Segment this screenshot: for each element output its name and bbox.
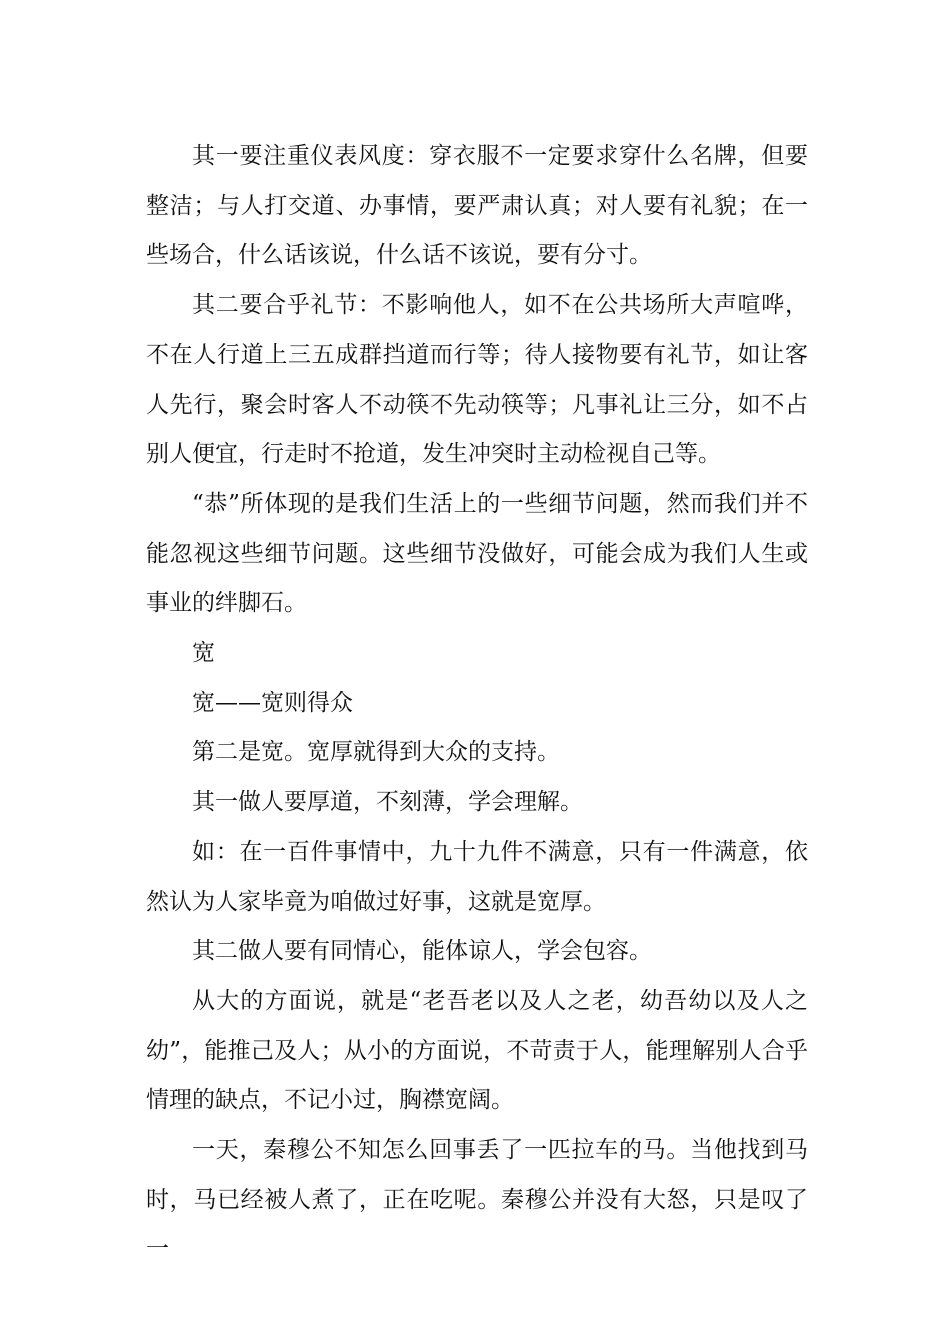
- section-subheading: 宽——宽则得众: [192, 689, 353, 716]
- paragraph-example: 如：在一百件事情中，九十九件不满意，只有一件满意，依然认为人家毕竟为咱做过好事，这就是宽厚。: [146, 838, 808, 915]
- paragraph-story: 一天，秦穆公不知怎么回事丢了一匹拉车的马。当他找到马时，马已经被人煮了，正在吃呢。秦穆公并没有大怒，只是叹了一: [146, 1137, 808, 1263]
- paragraph-big-small: 从大的方面说，就是“老吾老以及人之老，幼吾幼以及人之幼”，能推己及人；从小的方面说，不苛责于人，能理解别人合乎情理的缺点，不记小过，胸襟宽阔。: [146, 987, 808, 1114]
- section-heading-kuan: 宽: [192, 640, 215, 667]
- paragraph-gong-summary: “恭”所体现的是我们生活上的一些细节问题，然而我们并不能忽视这些细节问题。这些细节没做好，可能会成为我们人生或事业的绊脚石。: [146, 490, 808, 617]
- paragraph-etiquette: 其二要合乎礼节：不影响他人，如不在公共场所大声喧哗，不在人行道上三五成群挡道而行等；待人接物要有礼节，如让客人先行，聚会时客人不动筷不先动筷等；凡事礼让三分，如不占别人便宜，行走时不抢道，发生冲突时主动检视自己等。: [146, 292, 808, 468]
- paragraph-second-kuan: 第二是宽。宽厚就得到大众的支持。: [192, 739, 560, 766]
- paragraph-be-generous: 其一做人要厚道，不刻薄，学会理解。: [192, 789, 583, 816]
- paragraph-sympathy: 其二做人要有同情心，能体谅人，学会包容。: [192, 938, 652, 965]
- document-body: [146, 132, 808, 1275]
- paragraph-appearance: 其一要注重仪表风度：穿衣服不一定要求穿什么名牌，但要整洁；与人打交道、办事情，要严肃认真；对人要有礼貌；在一些场合，什么话该说，什么话不该说，要有分寸。: [146, 143, 808, 269]
